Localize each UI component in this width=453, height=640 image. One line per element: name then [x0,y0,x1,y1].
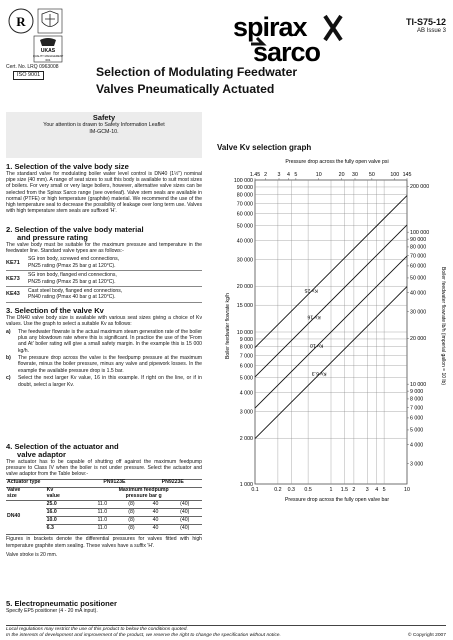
kv-series-label: Kv 6.3 [311,370,327,377]
section-4 [6,443,202,558]
y-tick-label: 60 000 [236,211,253,218]
footer-line: In the interests of development and improvement of the product, we reserve the right to change the specification without notice. [6,633,281,638]
section-heading: 5. Electropneumatic positioner [6,599,117,608]
top-tick-label: 4 [287,172,290,178]
right-tick-label: 4 000 [410,442,424,449]
right-tick-label: 40 000 [410,290,427,297]
grade-row [6,287,202,303]
top-tick-label: 100 [390,172,400,178]
section-heading: and pressure rating [17,233,88,242]
document-id: TI-S75-12 [405,17,446,27]
y-tick-label: 2 000 [239,436,253,443]
spirax-sarco-logo [155,10,365,64]
graph-title: Valve Kv selection graph [217,143,312,152]
section-5 [6,600,202,614]
y-tick-label: 5 000 [239,375,253,382]
y-tick-label: 80 000 [236,192,253,199]
y-tick-label: 100 000 [233,177,253,184]
section-heading: 1. Selection of the valve body size [6,162,129,171]
y-tick-label: 8 000 [239,344,253,351]
section-heading: 3. Selection of the valve Kv [6,306,104,315]
table-note: Figures in brackets denote the differential pressures for valves fitted with high temperature graphite stem sealing. These valves have a suffix 'H'. [6,536,202,549]
right-tick-label: 50 000 [410,275,427,282]
right-tick-label: 200 000 [410,184,430,191]
right-tick-label: 60 000 [410,263,427,270]
y-tick-label: 1 000 [239,481,253,488]
kv-selection-chart [213,156,449,506]
top-tick-label: 20 [338,172,345,178]
actuator-table: Actuator type PN9123E PN9223E Valve size Kv value Maximum feedpump pressure bar g DN40 25.0 11.0 (8) 40 (40) 16.0 11.0 (8) 40 (40) 10.0 11.0 (8) 40 (40) 6.3 11.0 (8) 40 (40) [6,479,202,533]
table-row: 6.3 11.0 (8) 40 (40) [6,525,202,532]
grade-row [6,255,202,271]
x-tick-label: 10 [404,487,410,493]
certification-logos [6,6,66,64]
valve-stroke: Valve stroke is 20 mm. [6,551,58,558]
top-tick-label: 2 [264,172,268,178]
list-item: a) The feedwater flowrate is the actual maximum steam generation rate of the boiler plus any blowdown rate where this is significant. In practice the use of the 'From and At' boiler rating will give a small safety margin. In the example this is 15 000 kg/h. [6,328,202,354]
right-tick-label: 30 000 [410,309,427,316]
y-tick-label: 15 000 [236,303,253,310]
right-tick-label: 8 000 [410,396,424,403]
grade-row [6,271,202,287]
y-tick-label: 70 000 [236,201,253,208]
right-tick-label: 80 000 [410,244,427,251]
grade-code: KE71 [6,259,20,266]
right-axis-label: Boiler feedwater flowrate lb/h (imperial gallon = 10 lb) [440,267,446,385]
iso-badge: ISO 9001 [13,71,44,80]
kv-series-label: Kv 16 [307,313,321,321]
right-tick-label: 6 000 [410,415,424,422]
x-tick-label: 3 [365,487,369,493]
x-tick-label: 0.3 [287,487,295,493]
kv-series-label: Kv 10 [310,342,324,349]
y-tick-label: 50 000 [236,223,253,230]
x-tick-label: 0.5 [304,487,312,493]
right-tick-label: 20 000 [410,336,427,343]
x-tick-label: 4 [375,487,379,493]
svg-text:spirax: spirax [233,12,307,42]
cert-number: Cert. No. LRQ 0963008 [6,64,59,70]
right-tick-label: 10 000 [410,381,427,388]
left-axis-label: Boiler feedwater flowrate kg/h [225,293,231,359]
top-tick-label: 10 [315,172,322,178]
safety-line: Your attention is drawn to Safety Information Leaflet [43,122,165,128]
y-tick-label: 30 000 [236,257,253,264]
grade-desc: PN25 rating (Pmax 25 bar g at 120°C). [28,262,116,269]
section-body: The actuator has to be capable of shutting off against the maximum feedpump pressure to Class IV when the boiler is not under pressure. Select the actuator and valve adaptor from the Table below:- [6,459,202,478]
x-tick-label: 1 [329,487,333,493]
top-axis-label: Pressure drop across the fully open valve psi [285,159,389,165]
grade-desc: PN25 rating (Pmax 25 bar g at 120°C). [28,278,116,285]
right-tick-label: 70 000 [410,253,427,260]
section-heading: 2. Selection of the valve body material [6,225,144,234]
svg-text:001: 001 [45,58,51,62]
safety-title: Safety [92,113,116,122]
top-tick-label: 5 [294,172,298,178]
x-tick-label: 5 [382,487,386,493]
section-heading: 4. Selection of the actuator and [6,442,119,451]
y-tick-label: 4 000 [239,390,253,397]
issue-number: AB Issue 3 [416,28,446,34]
section-heading: valve adaptor [17,450,66,459]
y-tick-label: 6 000 [239,363,253,370]
right-tick-label: 9 000 [410,388,424,395]
svg-text:R: R [16,14,26,29]
section-1 [6,163,202,214]
table-row: 10.0 11.0 (8) 40 (40) [6,517,202,525]
right-tick-label: 5 000 [410,427,424,434]
section-body: The standard valve for modulating boiler water level control is DN40 (1½") nominal pipe size (40 mm). A range of seat sizes to suit this body is available to suit most sizes of boilers. For very small or very large boilers, however, alternative valve sizes can be selected from the Spirax Sarco range (see overleaf). Valve stem seals are available in normal (PTFE) or high temperature (graphite) material. We recommend the use of the high temperature seal to decrease the possibility of leakage over long term use. Valves with high temperature stem seals are suffixed 'H'. [6,171,202,215]
grade-code: KE73 [6,275,20,282]
right-tick-label: 3 000 [410,461,424,468]
top-tick-label: 3 [277,172,281,178]
top-tick-label: 30 [352,172,358,178]
table-row: DN40 25.0 11.0 (8) 40 (40) [6,501,202,509]
grade-code: KE43 [6,291,20,298]
y-tick-label: 40 000 [236,238,253,245]
y-tick-label: 3 000 [239,409,253,416]
top-tick-label: 50 [368,172,375,178]
top-tick-label: 145 [402,172,412,178]
x-tick-label: 2 [352,487,356,493]
x-tick-label: 1.5 [340,487,349,493]
x-tick-label: 0.1 [251,487,259,493]
safety-line: IM-GCM-10. [89,129,119,135]
top-tick-label: 1.45 [249,172,261,178]
y-tick-label: 7 000 [239,353,253,360]
section-body: The DN40 valve body size is available with various seat sizes giving a choice of Kv values. Use the graph to select a suitable Kv as follows: [6,315,202,328]
svg-text:sarco: sarco [253,37,321,64]
list-item: b) The pressure drop across the valve is the feedpump pressure at the maximum flowrate, minus the boiler pressure, minus any valve and pipework losses. In the example the available pressure drop is 1.5 bar. [6,355,202,374]
safety-box [6,112,202,158]
section-2 [6,226,202,303]
y-tick-label: 90 000 [236,184,253,191]
section-3 [6,307,202,388]
grade-desc: PN40 rating (Pmax 40 bar g at 120°C). [28,294,116,301]
y-tick-label: 20 000 [236,284,253,291]
list-item: c) Select the next larger Kv value, 16 in this example. If right on the line, or if in doubt, select a larger Kv. [6,375,202,388]
section-body: Specify EP5 positioner (4 - 20 mA input). [6,608,98,614]
y-tick-label: 9 000 [239,336,253,343]
x-tick-label: 0.2 [274,487,282,493]
right-tick-label: 90 000 [410,236,427,243]
right-tick-label: 100 000 [410,229,430,236]
footer-line: Local regulations may restrict the use of this product to below the conditions quoted. [6,627,188,632]
y-tick-label: 10 000 [236,329,253,336]
section-body: The valve body must be suitable for the maximum pressure and temperature in the feedwater line. Standard valve types are as follows:- [6,242,202,255]
right-tick-label: 7 000 [410,405,424,412]
bottom-axis-label: Pressure drop across the fully open valve bar [284,497,390,503]
kv-series-label: Kv 25 [304,287,318,294]
grade-desc: SG iron body, flanged end connections, [28,272,117,279]
page-title: Selection of Modulating Feedwater Valves Pneumatically Actuated [96,65,298,96]
footer [6,625,446,639]
svg-text:UKAS: UKAS [40,48,56,54]
grade-desc: SG iron body, screwed end connections, [28,256,120,263]
table-row: 16.0 11.0 (8) 40 (40) [6,509,202,517]
svg-text:QUALITY MANAGEMENT: QUALITY MANAGEMENT [32,55,64,58]
grade-desc: Cast steel body, flanged end connections, [28,288,123,295]
copyright: © Copyright 2007 [407,633,446,638]
